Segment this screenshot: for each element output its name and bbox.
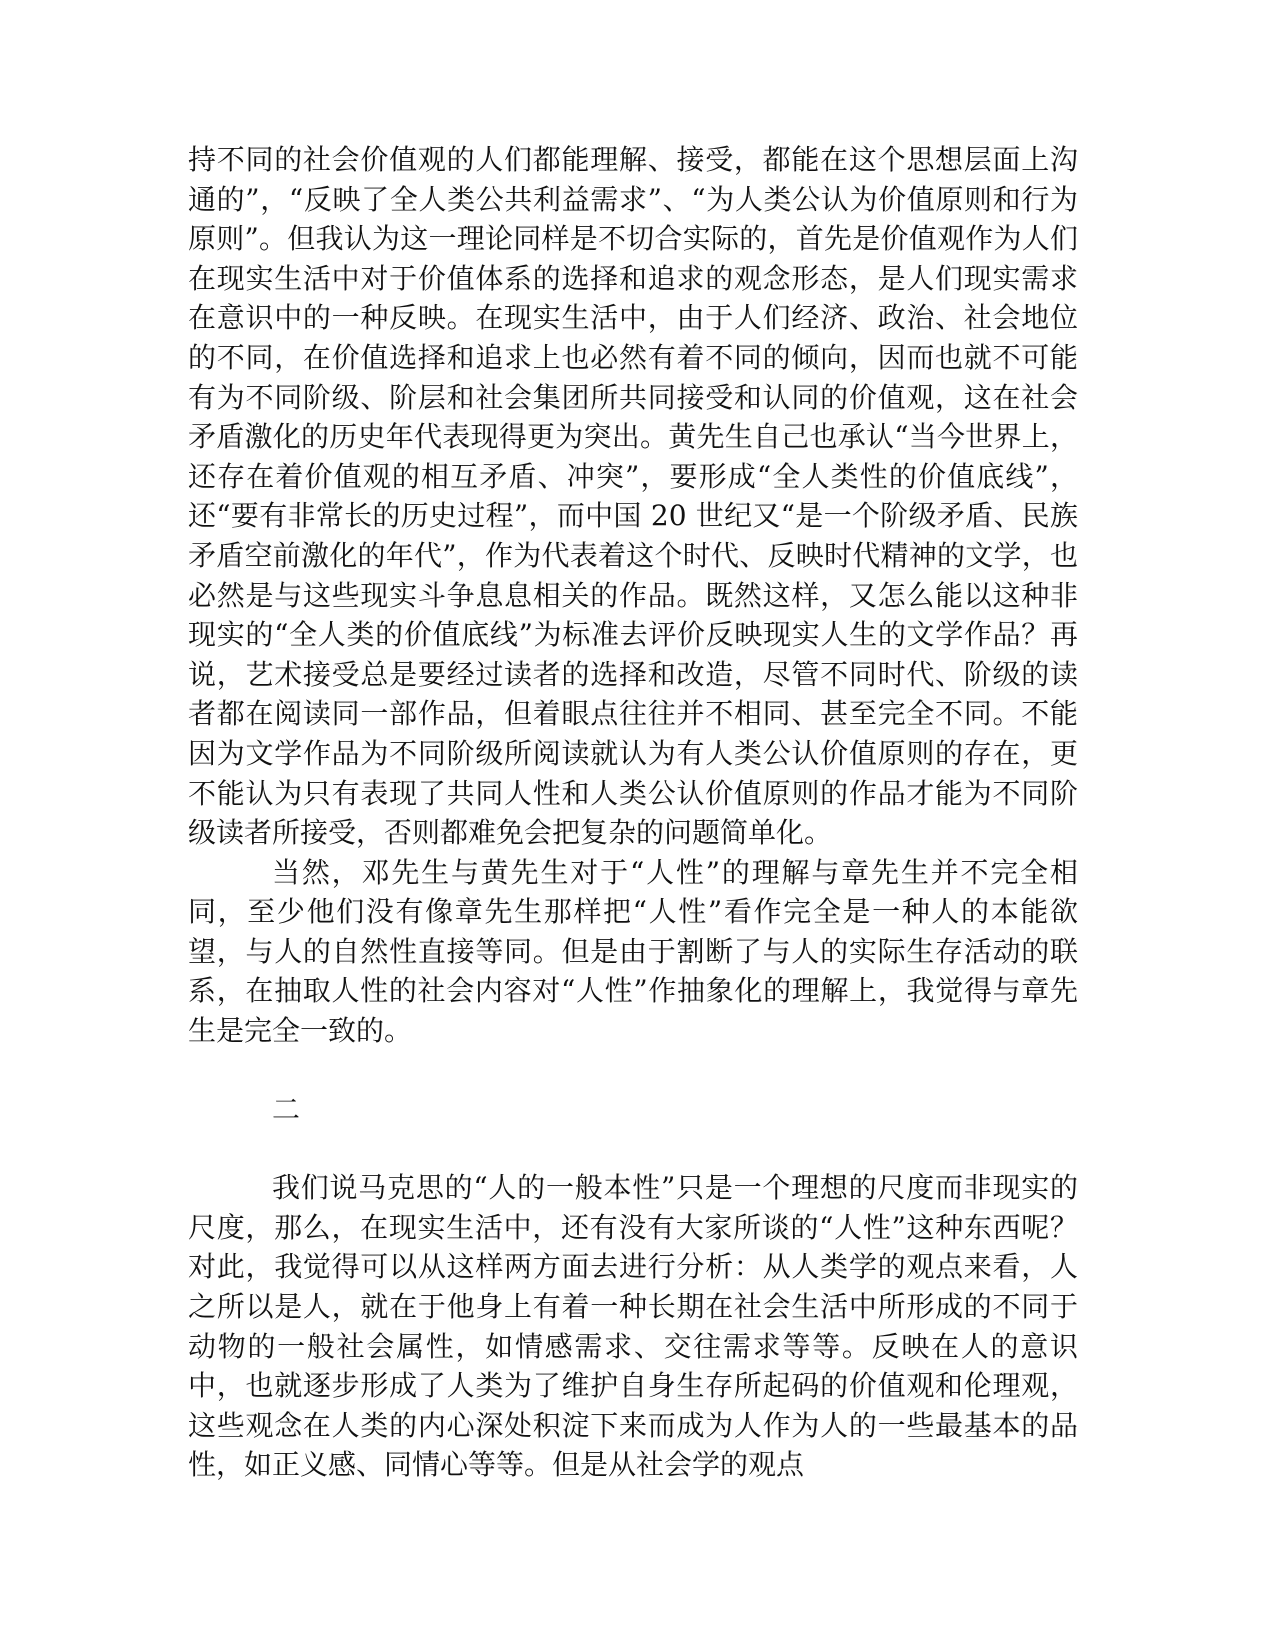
paragraph-1: 持不同的社会价值观的人们都能理解、接受，都能在这个思想层面上沟通的”，“反映了全人类公共利益需求”、“为人类公认为价值原则和行为原则”。但我认为这一理论同样是不切合实际的，首先是价值观作为人们在现实生活中对于价值体系的选择和追求的观念形态，是人们现实需求在意识中的一种反映。在现实生活中，由于人们经济、政治、社会地位的不同，在价值选择和追求上也必然有着不同的倾向，因而也就不可能有为不同阶级、阶层和社会集团所共同接受和认同的价值观，这在社会矛盾激化的历史年代表现得更为突出。黄先生自己也承认“当今世界上，还存在着价值观的相互矛盾、冲突”，要形成“全人类性的价值底线”，还“要有非常长的历史过程”，而中国 20 世纪又“是一个阶级矛盾、民族矛盾空前激化的年代”，作为代表着这个时代、反映时代精神的文学，也必然是与这些现实斗争息息相关的作品。既然这样，又怎么能以这种非现实的“全人类的价值底线”为标准去评价反映现实人生的文学作品？再说，艺术接受总是要经过读者的选择和改造，尽管不同时代、阶级的读者都在阅读同一部作品，但着眼点往往并不相同、甚至完全不同。不能因为文学作品为不同阶级所阅读就认为有人类公认价值原则的存在，更不能认为只有表现了共同人性和人类公认价值原则的作品才能为不同阶级读者所接受，否则都难免会把复杂的问题简单化。 — [188, 143, 1078, 850]
document-page — [188, 140, 1078, 1485]
section-heading: 二 — [272, 1092, 301, 1126]
paragraph-2: 当然，邓先生与黄先生对于“人性”的理解与章先生并不完全相同，至少他们没有像章先生那样把“人性”看作完全是一种人的本能欲望，与人的自然性直接等同。但是由于割断了与人的实际生存活动的联系，在抽取人性的社会内容对“人性”作抽象化的理解上，我觉得与章先生是完全一致的。 — [188, 855, 1078, 1048]
paragraph-3: 我们说马克思的“人的一般本性”只是一个理想的尺度而非现实的尺度，那么，在现实生活中，还有没有大家所谈的“人性”这种东西呢？对此，我觉得可以从这样两方面去进行分析：从人类学的观点来看，人之所以是人，就在于他身上有着一种长期在社会生活中所形成的不同于动物的一般社会属性，如情感需求、交往需求等等。反映在人的意识中，也就逐步形成了人类为了维护自身生存所起码的价值观和伦理观，这些观念在人类的内心深处积淀下来而成为人作为人的一些最基本的品性，如正义感、同情心等等。但是从社会学的观点 — [188, 1171, 1078, 1482]
